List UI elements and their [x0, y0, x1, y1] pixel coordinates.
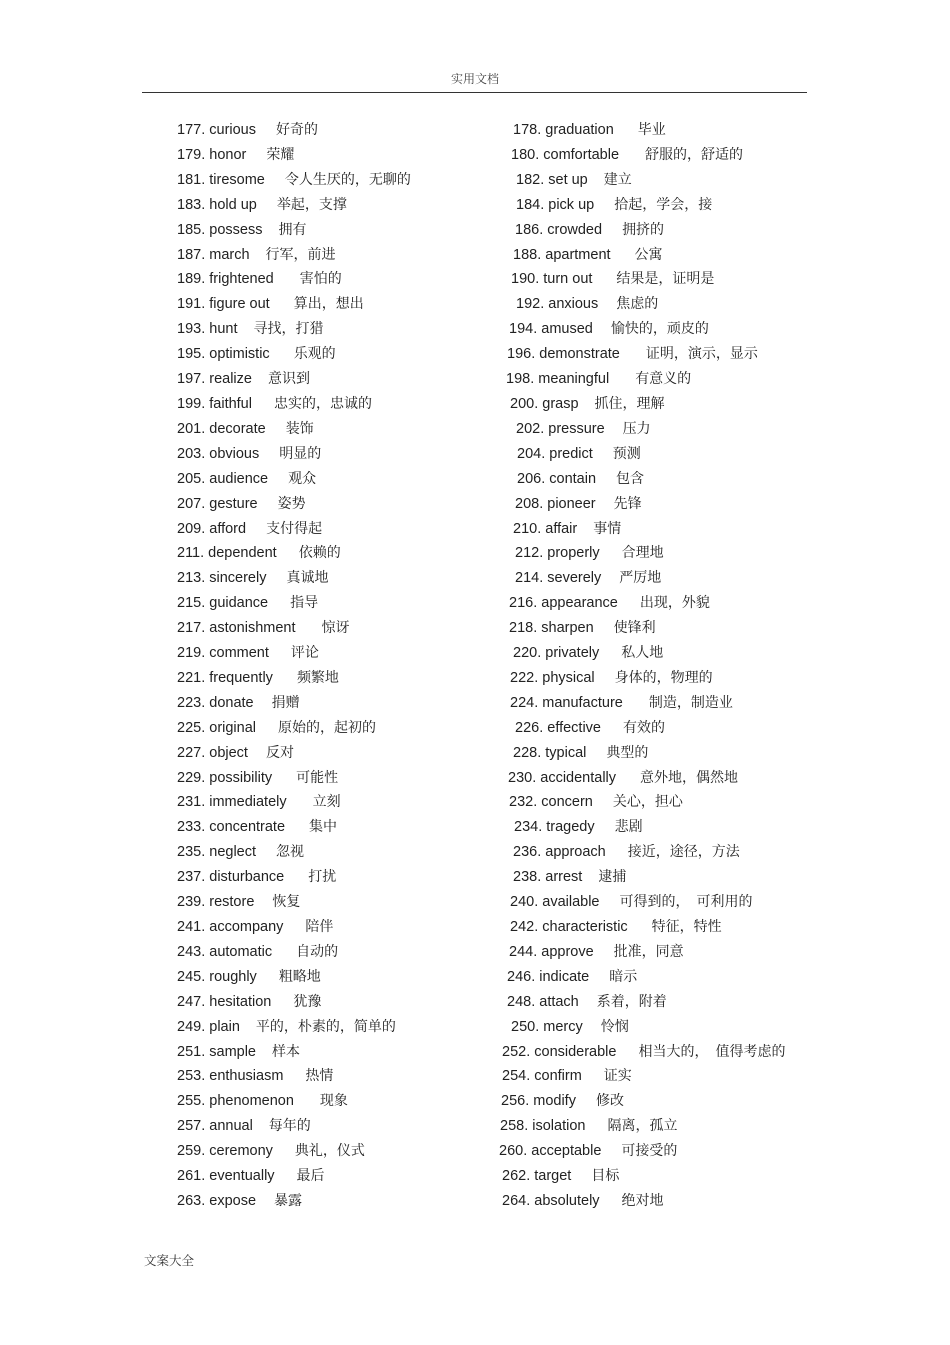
vocab-word: 210. affair [513, 520, 578, 537]
vocab-word: 230. accidentally [508, 769, 617, 786]
vocab-entry [177, 1064, 497, 1089]
vocab-entry [498, 840, 818, 865]
vocab-word: 181. tiresome [177, 171, 265, 188]
vocab-meaning: 评论 [290, 645, 319, 662]
vocab-meaning: 结果是，证明是 [616, 271, 715, 288]
vocab-entry [177, 890, 497, 915]
vocab-meaning: 粗略地 [278, 968, 321, 985]
vocab-entry [177, 716, 497, 741]
vocab-entry [498, 691, 818, 716]
vocab-entry [498, 641, 818, 666]
vocab-word: 243. automatic [177, 943, 273, 960]
vocab-entry [498, 1064, 818, 1089]
vocab-word: 218. sharpen [509, 620, 594, 637]
vocab-word: 234. tragedy [514, 819, 595, 836]
vocab-word: 211. dependent [177, 545, 277, 562]
vocab-word: 203. obvious [177, 445, 260, 462]
vocab-meaning: 包含 [616, 470, 645, 487]
vocab-entry [177, 1164, 497, 1189]
vocab-meaning: 隔离，孤立 [607, 1118, 678, 1135]
vocab-word: 227. object [177, 744, 248, 761]
page-header: 实用文档 [450, 72, 499, 86]
vocab-entry [498, 666, 818, 691]
vocab-entry [498, 1089, 818, 1114]
vocab-meaning: 支付得起 [266, 520, 323, 537]
vocab-meaning: 预测 [612, 445, 641, 462]
vocab-meaning: 暗示 [609, 968, 638, 985]
vocab-meaning: 证明，演示，显示 [645, 346, 758, 363]
vocab-entry [177, 442, 497, 467]
vocab-meaning: 接近，途径，方法 [627, 844, 740, 861]
vocab-meaning: 系着，附着 [596, 993, 667, 1010]
vocab-meaning: 目标 [591, 1168, 620, 1185]
vocab-meaning: 举起，支撑 [276, 196, 347, 213]
vocab-word: 249. plain [177, 1018, 240, 1035]
vocab-meaning: 合理地 [621, 545, 664, 562]
vocab-entry [177, 218, 497, 243]
vocab-meaning: 恢复 [272, 894, 301, 911]
vocab-meaning: 身体的，物理的 [614, 669, 713, 686]
vocab-entry [177, 566, 497, 591]
vocab-meaning: 悲剧 [614, 819, 643, 836]
vocab-entry [498, 342, 818, 367]
vocab-word: 263. expose [177, 1192, 257, 1209]
vocab-entry [498, 467, 818, 492]
vocab-meaning: 姿势 [277, 495, 306, 512]
vocab-word: 247. hesitation [177, 993, 272, 1010]
vocab-word: 220. privately [513, 645, 600, 662]
vocab-entry [177, 1114, 497, 1139]
vocab-word: 199. faithful [177, 395, 252, 412]
vocab-entry [498, 392, 818, 417]
vocab-word: 193. hunt [177, 321, 238, 338]
vocab-entry [498, 865, 818, 890]
vocab-entry [177, 342, 497, 367]
vocab-word: 240. available [510, 894, 600, 911]
vocab-word: 222. physical [510, 669, 595, 686]
vocab-entry [498, 890, 818, 915]
vocab-meaning: 犹豫 [293, 993, 322, 1010]
vocab-entry [498, 492, 818, 517]
vocab-meaning: 乐观的 [293, 346, 336, 363]
vocab-entry [498, 292, 818, 317]
page-footer: 文案大全 [144, 1253, 195, 1268]
vocab-meaning: 热情 [305, 1068, 334, 1085]
vocab-meaning: 忠实的，忠诚的 [273, 395, 372, 412]
vocab-meaning: 严厉地 [619, 570, 662, 587]
vocab-word: 256. modify [501, 1093, 576, 1110]
vocab-word: 233. concentrate [177, 819, 286, 836]
vocab-meaning: 现象 [319, 1093, 348, 1110]
vocab-meaning: 令人生厌的，无聊的 [284, 171, 411, 188]
vocab-word: 262. target [502, 1168, 572, 1185]
vocab-word: 236. approach [513, 844, 606, 861]
vocab-word: 185. possess [177, 221, 263, 238]
vocab-meaning: 自动的 [296, 943, 339, 960]
vocab-entry [177, 317, 497, 342]
vocab-entry [177, 940, 497, 965]
vocab-meaning: 毕业 [637, 122, 666, 138]
vocab-word: 178. graduation [513, 122, 614, 138]
vocab-meaning: 暴露 [274, 1192, 303, 1209]
vocab-meaning: 建立 [603, 171, 632, 188]
vocab-entry [177, 467, 497, 492]
vocab-entry [498, 790, 818, 815]
vocab-entry [177, 990, 497, 1015]
vocab-meaning: 忽视 [276, 844, 305, 861]
vocab-word: 244. approve [509, 943, 594, 960]
vocab-word: 195. optimistic [177, 346, 270, 363]
vocab-entry [177, 741, 497, 766]
vocab-word: 221. frequently [177, 669, 273, 686]
vocab-word: 192. anxious [516, 296, 599, 313]
vocab-entry [177, 118, 497, 143]
vocab-word: 224. manufacture [510, 694, 623, 711]
vocab-word: 226. effective [515, 719, 601, 736]
vocab-word: 194. amused [509, 321, 593, 338]
vocab-entry [177, 815, 497, 840]
vocab-word: 237. disturbance [177, 869, 285, 886]
vocab-word: 205. audience [177, 470, 269, 487]
vocab-meaning: 打扰 [308, 869, 337, 886]
vocab-meaning: 每年的 [268, 1118, 311, 1135]
vocab-meaning: 寻找，打猎 [253, 321, 324, 338]
vocab-entry [498, 1164, 818, 1189]
vocab-word: 182. set up [516, 171, 588, 188]
vocab-entry [498, 591, 818, 616]
vocab-meaning: 害怕的 [299, 271, 342, 288]
vocab-entry [498, 517, 818, 542]
vocab-word: 264. absolutely [502, 1192, 600, 1209]
vocab-meaning: 逮捕 [598, 869, 627, 886]
vocab-entry [498, 940, 818, 965]
vocab-entry [177, 691, 497, 716]
vocab-word: 191. figure out [177, 296, 270, 313]
vocab-word: 217. astonishment [177, 620, 296, 637]
vocab-column-left [177, 118, 497, 1214]
vocab-entry [177, 965, 497, 990]
vocab-entry [177, 267, 497, 292]
vocab-entry [498, 1189, 818, 1214]
vocab-entry [177, 840, 497, 865]
vocab-word: 183. hold up [177, 196, 257, 213]
vocab-word: 251. sample [177, 1043, 256, 1060]
vocab-meaning: 样本 [272, 1043, 300, 1060]
vocab-meaning: 愉快的，顽皮的 [610, 321, 709, 338]
vocab-word: 207. gesture [177, 495, 258, 512]
vocab-entry [177, 766, 497, 791]
vocab-word: 208. pioneer [515, 495, 596, 512]
vocab-entry [498, 193, 818, 218]
vocab-word: 186. crowded [515, 221, 603, 238]
vocab-entry [498, 815, 818, 840]
vocab-entry [498, 1040, 818, 1065]
vocab-entry [498, 442, 818, 467]
vocab-meaning: 典礼，仪式 [294, 1143, 365, 1160]
vocab-meaning: 拾起，学会，接 [614, 196, 713, 213]
vocab-meaning: 绝对地 [621, 1192, 664, 1209]
vocab-word: 196. demonstrate [507, 346, 620, 363]
vocab-word: 250. mercy [511, 1018, 583, 1035]
vocab-word: 232. concern [509, 794, 593, 811]
vocab-entry [177, 1139, 497, 1164]
vocab-entry [498, 716, 818, 741]
vocab-entry [498, 168, 818, 193]
vocab-meaning: 意外地，偶然地 [640, 769, 739, 786]
vocab-meaning: 明显的 [279, 445, 322, 462]
vocab-word: 239. restore [177, 894, 255, 911]
vocab-meaning: 证实 [603, 1068, 632, 1085]
vocab-meaning: 拥有 [278, 221, 307, 238]
vocab-meaning: 算出，想出 [293, 296, 364, 313]
vocab-entry [498, 118, 818, 143]
vocab-word: 235. neglect [177, 844, 257, 861]
vocab-entry [498, 1015, 818, 1040]
vocab-meaning: 有意义的 [635, 371, 692, 388]
vocab-meaning: 先锋 [613, 495, 642, 512]
vocab-entry [177, 243, 497, 268]
vocab-word: 180. comfortable [511, 146, 620, 163]
vocab-word: 198. meaningful [506, 371, 610, 388]
vocab-word: 255. phenomenon [177, 1093, 294, 1110]
vocab-word: 248. attach [507, 993, 579, 1010]
vocab-entry [498, 218, 818, 243]
vocab-word: 257. annual [177, 1118, 253, 1135]
vocab-word: 241. accompany [177, 919, 284, 935]
vocab-meaning: 制造，制造业 [648, 694, 733, 711]
vocab-meaning: 特征，特性 [651, 919, 722, 935]
vocab-meaning: 公寓 [634, 246, 663, 263]
vocab-word: 202. pressure [516, 420, 605, 437]
vocab-word: 261. eventually [177, 1168, 275, 1185]
vocab-word: 197. realize [177, 371, 252, 388]
vocab-word: 206. contain [517, 470, 597, 487]
vocab-entry [498, 143, 818, 168]
vocab-meaning: 捐赠 [271, 694, 300, 711]
vocab-entry [177, 168, 497, 193]
vocab-meaning: 真诚地 [286, 570, 329, 587]
vocab-word: 252. considerable [502, 1043, 617, 1060]
vocab-column-right [498, 118, 818, 1214]
vocab-word: 214. severely [515, 570, 602, 587]
vocab-entry [177, 517, 497, 542]
vocab-meaning: 反对 [265, 744, 294, 761]
vocab-entry [498, 1139, 818, 1164]
vocab-word: 213. sincerely [177, 570, 267, 587]
vocab-entry [498, 367, 818, 392]
vocab-word: 204. predict [517, 445, 593, 462]
vocab-entry [177, 193, 497, 218]
vocab-meaning: 修改 [595, 1093, 624, 1110]
vocab-meaning: 好奇的 [276, 122, 318, 138]
vocab-entry [177, 541, 497, 566]
vocab-entry [177, 292, 497, 317]
vocab-entry [177, 1040, 497, 1065]
vocab-word: 209. afford [177, 520, 247, 537]
vocab-meaning: 可得到的， 可利用的 [619, 894, 753, 911]
vocab-word: 254. confirm [502, 1068, 582, 1085]
vocab-meaning: 可接受的 [621, 1143, 678, 1160]
vocab-word: 253. enthusiasm [177, 1068, 284, 1085]
vocab-meaning: 行军，前进 [265, 246, 336, 263]
vocab-entry [498, 1114, 818, 1139]
vocab-word: 259. ceremony [177, 1143, 273, 1160]
vocab-entry [177, 591, 497, 616]
vocab-word: 177. curious [177, 122, 256, 138]
vocab-meaning: 压力 [622, 420, 651, 437]
vocab-meaning: 平的，朴素的，简单的 [255, 1018, 396, 1035]
vocab-word: 179. honor [177, 146, 247, 163]
vocab-meaning: 关心，担心 [612, 794, 683, 811]
vocab-entry [498, 243, 818, 268]
vocab-meaning: 焦虑的 [616, 296, 659, 313]
vocab-entry [498, 541, 818, 566]
vocab-entry [177, 616, 497, 641]
vocab-meaning: 指导 [290, 595, 319, 612]
vocab-entry [498, 566, 818, 591]
vocab-entry [177, 865, 497, 890]
vocab-meaning: 原始的，起初的 [278, 719, 376, 736]
vocab-word: 242. characteristic [510, 919, 628, 935]
header-divider [142, 92, 807, 93]
vocab-entry [498, 965, 818, 990]
vocab-meaning: 典型的 [606, 744, 649, 761]
vocab-meaning: 怜悯 [600, 1018, 629, 1035]
vocab-word: 245. roughly [177, 968, 257, 985]
vocab-word: 229. possibility [177, 769, 273, 786]
vocab-entry [498, 417, 818, 442]
vocab-entry [177, 666, 497, 691]
vocab-word: 228. typical [513, 744, 587, 761]
vocab-entry [177, 492, 497, 517]
vocab-meaning: 舒服的，舒适的 [645, 146, 744, 163]
vocab-entry [177, 143, 497, 168]
vocab-entry [498, 317, 818, 342]
vocab-word: 260. acceptable [499, 1143, 602, 1160]
vocab-meaning: 可能性 [296, 769, 339, 786]
vocab-word: 212. properly [515, 545, 600, 562]
vocab-meaning: 相当大的， 值得考虑的 [638, 1043, 786, 1060]
vocab-word: 190. turn out [511, 271, 593, 288]
vocab-word: 246. indicate [507, 968, 590, 985]
vocab-meaning: 出现，外貌 [639, 595, 710, 612]
vocab-entry [177, 367, 497, 392]
vocab-word: 223. donate [177, 694, 254, 711]
vocab-word: 189. frightened [177, 271, 274, 288]
vocab-word: 225. original [177, 719, 256, 736]
vocab-word: 188. apartment [513, 246, 611, 263]
vocab-entry [498, 766, 818, 791]
vocab-entry [177, 1015, 497, 1040]
vocab-word: 231. immediately [177, 794, 287, 811]
vocab-word: 215. guidance [177, 595, 269, 612]
vocab-meaning: 私人地 [621, 645, 664, 662]
vocab-meaning: 拥挤的 [622, 221, 665, 238]
vocab-entry [498, 741, 818, 766]
vocab-word: 238. arrest [513, 869, 583, 886]
vocab-meaning: 批准，同意 [613, 943, 684, 960]
vocab-entry [498, 915, 818, 940]
vocab-word: 201. decorate [177, 420, 266, 437]
vocab-meaning: 惊讶 [321, 620, 350, 637]
vocab-meaning: 抓住，理解 [594, 395, 665, 412]
vocab-entry [498, 267, 818, 292]
vocab-word: 219. comment [177, 645, 269, 662]
vocab-entry [498, 990, 818, 1015]
vocab-meaning: 集中 [309, 819, 338, 836]
vocab-entry [498, 616, 818, 641]
vocab-entry [177, 1089, 497, 1114]
vocab-meaning: 意识到 [267, 371, 310, 388]
vocab-entry [177, 641, 497, 666]
vocab-meaning: 观众 [288, 470, 317, 487]
vocab-meaning: 有效的 [623, 719, 665, 736]
vocab-meaning: 陪伴 [305, 919, 334, 935]
vocab-meaning: 最后 [296, 1168, 325, 1185]
vocab-word: 184. pick up [516, 196, 595, 213]
vocab-entry [177, 790, 497, 815]
vocab-meaning: 装饰 [285, 420, 314, 437]
vocab-word: 258. isolation [500, 1118, 586, 1135]
vocab-meaning: 使锋利 [613, 620, 656, 637]
vocab-meaning: 事情 [593, 520, 622, 537]
vocab-word: 200. grasp [510, 395, 579, 412]
vocab-entry [177, 392, 497, 417]
vocab-entry [177, 915, 497, 940]
vocab-word: 187. march [177, 246, 250, 263]
vocab-entry [177, 1189, 497, 1214]
vocab-meaning: 频繁地 [296, 669, 339, 686]
vocab-meaning: 荣耀 [266, 146, 295, 163]
vocab-word: 216. appearance [509, 595, 618, 612]
vocab-meaning: 依赖的 [298, 545, 341, 562]
vocab-entry [177, 417, 497, 442]
vocab-meaning: 立刻 [312, 794, 341, 811]
